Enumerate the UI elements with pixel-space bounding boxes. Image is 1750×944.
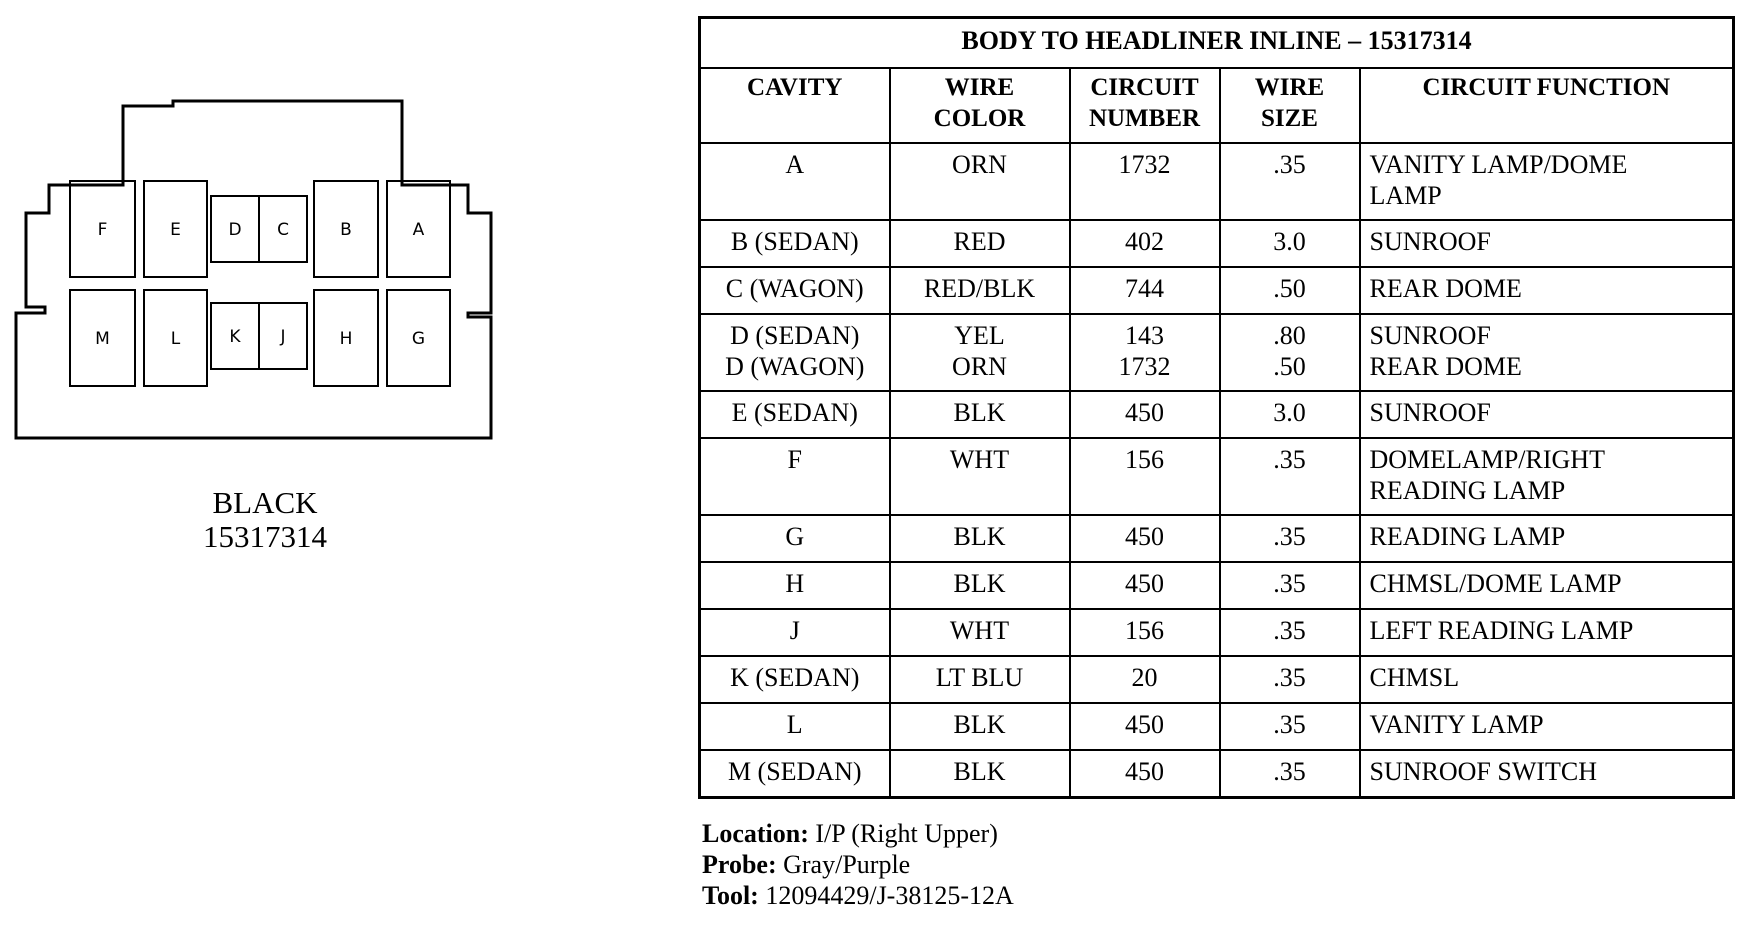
cavity-cell-text: F — [787, 445, 802, 474]
circuit-number-cell — [1070, 656, 1220, 703]
table-row — [700, 438, 1734, 515]
table-row — [700, 391, 1734, 438]
circuit-number-cell — [1070, 391, 1220, 438]
wire-size-cell-text: .35 — [1273, 445, 1306, 474]
table-row — [700, 267, 1734, 314]
table-row — [700, 703, 1734, 750]
wire-color-cell-text: ORN — [952, 352, 1007, 381]
cavity-cell-text: H — [785, 569, 805, 598]
circuit-number-cell — [1070, 750, 1220, 798]
circuit-number-cell-text: 143 — [1125, 321, 1164, 350]
pin-label: D — [228, 220, 242, 240]
circuit-function-cell-text: REAR DOME — [1369, 274, 1522, 303]
table-row — [700, 750, 1734, 798]
wire-size-cell — [1220, 656, 1360, 703]
circuit-number-cell — [1070, 143, 1220, 220]
wire-size-cell-text: .35 — [1273, 757, 1306, 786]
wire-size-cell — [1220, 609, 1360, 656]
cavity-cell — [700, 391, 890, 438]
pin-label: L — [170, 329, 181, 349]
circuit-number-cell-text: 1732 — [1118, 352, 1171, 381]
cavity-cell-text: L — [786, 710, 803, 739]
circuit-function-cell-text: READING LAMP — [1369, 522, 1566, 551]
circuit-number-cell — [1070, 438, 1220, 515]
circuit-function-cell — [1360, 562, 1734, 609]
header-circuit-number — [1070, 68, 1220, 143]
wire-size-cell — [1220, 267, 1360, 314]
cavity-cell — [700, 703, 890, 750]
table-row — [700, 562, 1734, 609]
wire-color-cell-text: RED/BLK — [923, 274, 1036, 303]
cavity-cell — [700, 314, 890, 391]
wire-color-cell-text: BLK — [953, 522, 1006, 551]
wire-size-cell-text: .50 — [1273, 352, 1306, 381]
cavity-cell-text: C (WAGON) — [725, 274, 864, 303]
wire-size-cell-text: 3.0 — [1273, 398, 1306, 427]
table-title: BODY TO HEADLINER INLINE – 15317314 — [700, 18, 1734, 69]
wire-size-cell-text: .80 — [1273, 321, 1306, 350]
cavity-cell — [700, 515, 890, 562]
wire-size-cell — [1220, 314, 1360, 391]
circuit-function-cell-text: LEFT READING LAMP — [1369, 616, 1634, 645]
connector-notes — [702, 818, 1014, 911]
wire-color-cell — [890, 143, 1070, 220]
pinout-table — [698, 16, 1735, 799]
pin-label: A — [412, 220, 425, 240]
wire-color-cell-text: WHT — [949, 445, 1010, 474]
wire-color-cell — [890, 220, 1070, 267]
cavity-cell-text: D (SEDAN) — [730, 321, 860, 350]
wire-size-cell — [1220, 143, 1360, 220]
circuit-function-cell — [1360, 703, 1734, 750]
circuit-function-cell-text: SUNROOF — [1369, 398, 1491, 427]
circuit-function-cell — [1360, 314, 1734, 391]
wire-color-cell-text: BLK — [953, 569, 1006, 598]
wire-color-cell-text: WHT — [949, 616, 1010, 645]
pin-label: H — [339, 329, 353, 349]
header-wire-color-line: COLOR — [933, 105, 1026, 132]
circuit-number-cell — [1070, 703, 1220, 750]
table-row — [700, 515, 1734, 562]
wire-color-cell — [890, 609, 1070, 656]
location-label: Location: — [702, 819, 809, 848]
circuit-number-cell — [1070, 562, 1220, 609]
cavity-cell-text: M (SEDAN) — [727, 757, 862, 786]
wire-size-cell-text: .35 — [1273, 569, 1306, 598]
circuit-number-cell — [1070, 515, 1220, 562]
wire-color-cell-text: BLK — [953, 757, 1006, 786]
circuit-function-cell — [1360, 391, 1734, 438]
wire-color-cell-text: RED — [953, 227, 1006, 256]
wire-color-cell-text: YEL — [954, 321, 1005, 350]
circuit-number-cell-text: 450 — [1125, 522, 1164, 551]
table-row — [700, 314, 1734, 391]
wire-color-cell-text: BLK — [953, 398, 1006, 427]
circuit-function-cell — [1360, 609, 1734, 656]
header-wire-size — [1220, 68, 1360, 143]
tool-label: Tool: — [702, 881, 759, 910]
pin-label: K — [229, 327, 241, 347]
cavity-cell — [700, 562, 890, 609]
cavity-cell-text: E (SEDAN) — [731, 398, 858, 427]
table-body — [700, 143, 1734, 798]
cavity-cell — [700, 267, 890, 314]
cavity-cell — [700, 656, 890, 703]
circuit-number-cell-text: 450 — [1125, 398, 1164, 427]
circuit-function-cell-text: SUNROOF — [1369, 321, 1491, 350]
wire-color-cell-text: ORN — [952, 150, 1007, 179]
wire-size-cell — [1220, 438, 1360, 515]
wire-color-cell — [890, 562, 1070, 609]
connector-face-diagram — [0, 90, 500, 450]
wire-color-cell — [890, 314, 1070, 391]
wire-color-cell — [890, 703, 1070, 750]
wire-color-cell — [890, 750, 1070, 798]
tool-note — [702, 880, 1014, 911]
wire-size-cell — [1220, 220, 1360, 267]
circuit-number-cell-text: 744 — [1125, 274, 1164, 303]
circuit-function-cell-text: LAMP — [1369, 181, 1442, 210]
circuit-function-cell — [1360, 515, 1734, 562]
pin-row-bottom — [70, 290, 450, 386]
pin-label: M — [95, 329, 110, 349]
wire-size-cell-text: .35 — [1273, 616, 1306, 645]
circuit-function-cell-text: REAR DOME — [1369, 352, 1522, 381]
circuit-function-cell-text: SUNROOF — [1369, 227, 1491, 256]
wire-color-cell-text: LT BLU — [935, 663, 1024, 692]
wire-color-cell — [890, 267, 1070, 314]
circuit-function-cell-text: CHMSL — [1369, 663, 1460, 692]
circuit-function-cell — [1360, 267, 1734, 314]
table-row — [700, 143, 1734, 220]
circuit-number-cell-text: 20 — [1131, 663, 1158, 692]
probe-label: Probe: — [702, 850, 777, 879]
cavity-cell-text: K (SEDAN) — [730, 663, 860, 692]
table-row — [700, 609, 1734, 656]
circuit-number-cell-text: 450 — [1125, 757, 1164, 786]
table-row — [700, 656, 1734, 703]
cavity-cell-text: J — [789, 616, 800, 645]
circuit-function-cell-text: READING LAMP — [1369, 476, 1566, 505]
cavity-cell-text: D (WAGON) — [725, 352, 865, 381]
connector-part-number: 15317314 — [203, 519, 327, 554]
location-note — [702, 818, 1014, 849]
wire-color-cell — [890, 391, 1070, 438]
wire-size-cell — [1220, 515, 1360, 562]
wire-color-cell — [890, 515, 1070, 562]
wire-size-cell — [1220, 391, 1360, 438]
pin-label: F — [97, 220, 108, 240]
wire-size-cell — [1220, 703, 1360, 750]
connector-caption — [160, 486, 370, 554]
circuit-function-cell-text: CHMSL/DOME LAMP — [1369, 569, 1622, 598]
circuit-function-cell — [1360, 143, 1734, 220]
circuit-number-cell — [1070, 267, 1220, 314]
wire-color-cell — [890, 656, 1070, 703]
table-row — [700, 220, 1734, 267]
pin-row-top — [70, 181, 450, 277]
cavity-cell — [700, 750, 890, 798]
pin-label: E — [170, 220, 181, 240]
header-wire-size-line: WIRE — [1254, 74, 1325, 101]
cavity-cell — [700, 438, 890, 515]
circuit-function-cell — [1360, 220, 1734, 267]
header-circuit-number-line: NUMBER — [1088, 105, 1201, 132]
wire-color-cell — [890, 438, 1070, 515]
header-wire-color — [890, 68, 1070, 143]
cavity-cell-text: B (SEDAN) — [730, 227, 859, 256]
cavity-cell-text: G — [785, 522, 805, 551]
pin-label: B — [340, 220, 352, 240]
connector-color-label: BLACK — [212, 485, 318, 520]
circuit-number-cell-text: 402 — [1125, 227, 1164, 256]
circuit-number-cell-text: 156 — [1125, 616, 1164, 645]
header-wire-size-line: SIZE — [1261, 105, 1318, 132]
wire-size-cell — [1220, 562, 1360, 609]
circuit-number-cell-text: 450 — [1125, 569, 1164, 598]
pin-label: G — [411, 329, 426, 349]
pin-label: J — [280, 327, 286, 347]
wire-size-cell-text: .35 — [1273, 150, 1306, 179]
circuit-function-cell-text: VANITY LAMP — [1369, 710, 1544, 739]
cavity-cell — [700, 609, 890, 656]
cavity-cell — [700, 143, 890, 220]
probe-note — [702, 849, 1014, 880]
header-cavity: CAVITY — [700, 68, 890, 143]
circuit-function-cell — [1360, 750, 1734, 798]
wire-size-cell-text: 3.0 — [1273, 227, 1306, 256]
circuit-function-cell — [1360, 438, 1734, 515]
circuit-function-cell-text: VANITY LAMP/DOME — [1369, 150, 1628, 179]
circuit-number-cell — [1070, 609, 1220, 656]
cavity-cell-text: A — [785, 150, 805, 179]
wire-color-cell-text: BLK — [953, 710, 1006, 739]
circuit-number-cell-text: 156 — [1125, 445, 1164, 474]
probe-value: Gray/Purple — [783, 850, 911, 879]
circuit-function-cell-text: SUNROOF SWITCH — [1369, 757, 1598, 786]
circuit-number-cell — [1070, 220, 1220, 267]
circuit-number-cell-text: 1732 — [1118, 150, 1171, 179]
wire-size-cell-text: .35 — [1273, 710, 1306, 739]
header-circuit-function: CIRCUIT FUNCTION — [1360, 68, 1734, 143]
circuit-function-cell-text: DOMELAMP/RIGHT — [1369, 445, 1605, 474]
header-wire-color-line: WIRE — [944, 74, 1015, 101]
pin-label: C — [277, 220, 289, 240]
cavity-cell — [700, 220, 890, 267]
wire-size-cell-text: .35 — [1273, 663, 1306, 692]
circuit-number-cell-text: 450 — [1125, 710, 1164, 739]
location-value: I/P (Right Upper) — [815, 819, 998, 848]
tool-value: 12094429/J-38125-12A — [765, 881, 1014, 910]
connector-outline — [16, 101, 491, 438]
wire-size-cell-text: .50 — [1273, 274, 1306, 303]
circuit-number-cell — [1070, 314, 1220, 391]
header-circuit-number-line: CIRCUIT — [1090, 74, 1199, 101]
wire-size-cell — [1220, 750, 1360, 798]
wire-size-cell-text: .35 — [1273, 522, 1306, 551]
circuit-function-cell — [1360, 656, 1734, 703]
